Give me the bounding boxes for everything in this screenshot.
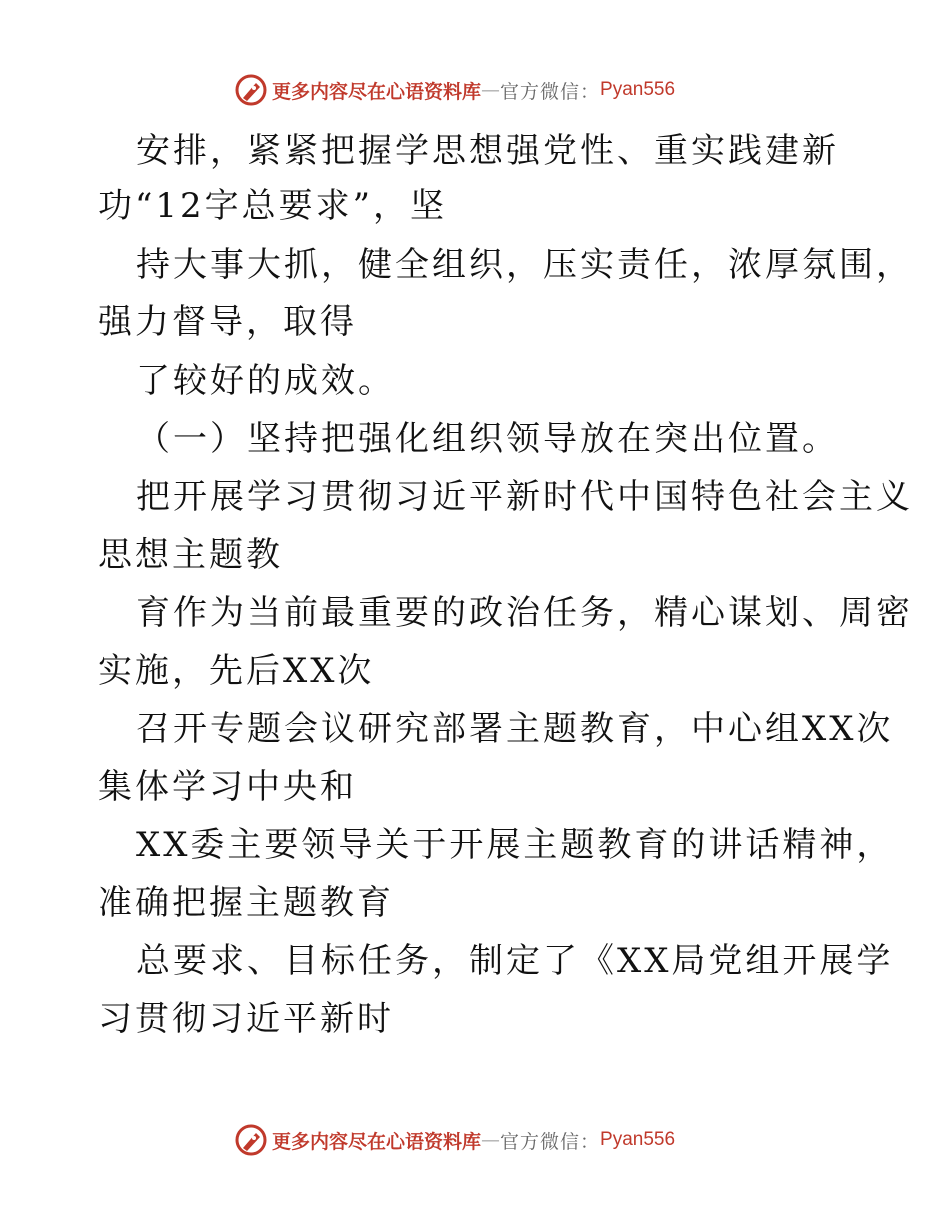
body-line: 准确把握主题教育 [98, 883, 394, 923]
body-line: 习贯彻习近平新时 [98, 999, 394, 1039]
body-line: 安排，紧紧把握学思想强党性、重实践建新 [136, 131, 839, 171]
body-line: XX委主要领导关于开展主题教育的讲话精神， [136, 825, 894, 865]
body-line: 持大事大抓，健全组织，压实责任，浓厚氛围， [136, 245, 913, 285]
banner-wechat-id: Pyan556 [600, 1129, 676, 1150]
header-banner [234, 73, 675, 107]
pen-nib-circle-icon [234, 1123, 268, 1157]
body-line: 功“12字总要求”，坚 [98, 186, 448, 226]
body-line: 了较好的成效。 [136, 361, 395, 401]
body-line: 实施，先后XX次 [98, 651, 375, 691]
banner-main-text: 更多内容尽在心语资料库 [272, 80, 482, 103]
section-heading: （一）坚持把强化组织领导放在突出位置。 [136, 419, 839, 459]
pen-nib-circle-icon [234, 73, 268, 107]
banner-official-label: 官方微信： [500, 80, 601, 103]
body-line: 集体学习中央和 [98, 767, 357, 807]
body-line: 强力督导，取得 [98, 302, 357, 342]
banner-separator: — [481, 1129, 501, 1151]
footer-banner [234, 1123, 675, 1157]
banner-separator: — [481, 79, 501, 101]
banner-official-label: 官方微信： [500, 1130, 601, 1153]
body-line: 总要求、目标任务，制定了《XX局党组开展学 [136, 941, 894, 981]
body-line: 把开展学习贯彻习近平新时代中国特色社会主义 [136, 477, 913, 517]
body-line: 召开专题会议研究部署主题教育，中心组XX次 [136, 709, 894, 749]
body-line: 育作为当前最重要的政治任务，精心谋划、周密 [136, 593, 913, 633]
banner-main-text: 更多内容尽在心语资料库 [272, 1130, 482, 1153]
body-line: 思想主题教 [98, 535, 283, 575]
banner-wechat-id: Pyan556 [600, 79, 676, 100]
